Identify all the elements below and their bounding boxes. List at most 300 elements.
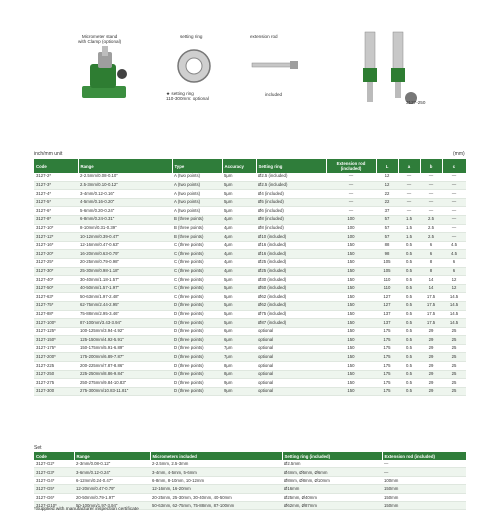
header-cell: Setting ring <box>256 159 326 173</box>
table-row <box>34 215 466 224</box>
table-cell: 150 <box>326 250 376 259</box>
code-cell: 3127-8* <box>34 215 78 224</box>
table-cell: optional <box>256 370 326 379</box>
unit-label: inch/mm unit <box>34 151 63 157</box>
table-cell: 2.5 <box>420 224 442 233</box>
table-cell: 4.5 <box>442 241 466 250</box>
header-cell: Accuracy <box>222 159 256 173</box>
table-cell: Ø10 (included) <box>256 233 326 242</box>
table-cell: 88 <box>376 241 398 250</box>
table-cell: 150 <box>326 301 376 310</box>
table-cell: C (three points) <box>172 293 222 302</box>
table-cell: Ø16 (included) <box>256 241 326 250</box>
table-cell: 110 <box>376 284 398 293</box>
table-cell: 0.5 <box>398 301 420 310</box>
table-cell: 57 <box>376 224 398 233</box>
table-cell: 14 <box>420 284 442 293</box>
code-cell: 3127-20* <box>34 250 78 259</box>
table-cell: 1.5 <box>398 224 420 233</box>
table-cell: 17.5 <box>420 319 442 328</box>
table-cell: — <box>326 207 376 216</box>
table-cell: 127 <box>376 301 398 310</box>
code-cell: 3127-175* <box>34 344 78 353</box>
header-cell: Code <box>34 159 78 173</box>
code-cell: 3127-100* <box>34 319 78 328</box>
table-cell: 20-25mm, 25-30mm, 30-40mm, 40-50mm <box>150 493 282 501</box>
table-row <box>34 284 466 293</box>
table-cell: A (two points) <box>172 173 222 181</box>
table-cell: 4μm <box>222 241 256 250</box>
table-cell: D (three points) <box>172 344 222 353</box>
table-cell: 8 <box>420 258 442 267</box>
set-label: Set <box>34 445 42 451</box>
ring-note <box>166 91 209 101</box>
table-cell: 22 <box>376 198 398 207</box>
table-cell: 150 <box>326 379 376 388</box>
stand-caption-line1: Micrometer stand <box>81 34 118 39</box>
table-cell: 175 <box>376 353 398 362</box>
table-cell: 4μm <box>222 250 256 259</box>
table-row <box>34 370 466 379</box>
code-cell: 3127-6* <box>34 207 78 216</box>
table-cell: 50-63mm/1.97-2.48" <box>78 293 172 302</box>
table-cell: Ø25 (included) <box>256 258 326 267</box>
table-cell: A (two points) <box>172 181 222 190</box>
code-cell: 3127-225 <box>34 362 78 371</box>
table-cell: 87-100mm/3.43-3.94" <box>78 319 172 328</box>
table-row <box>34 233 466 242</box>
code-cell: 3127-75* <box>34 301 78 310</box>
table-cell: 150 <box>326 387 376 396</box>
code-cell: 3127-G5* <box>34 485 74 493</box>
table-cell: 0.5 <box>398 336 420 345</box>
product-model-label: 3127-250 <box>406 100 426 105</box>
table-cell: 8μm <box>222 362 256 371</box>
table-cell: 6μm <box>222 336 256 345</box>
table-cell: Ø4 (included) <box>256 190 326 199</box>
table-cell: 50-63mm, 62-75mm, 75-88mm, 87-100mm <box>150 501 282 509</box>
table-cell: 0.5 <box>398 250 420 259</box>
table-cell: 150 <box>326 293 376 302</box>
table-cell: 2-2.5mm, 2.5-3mm <box>150 460 282 468</box>
table-cell: — <box>420 181 442 190</box>
ring-note-line1: ★ setting ring <box>166 91 194 96</box>
code-cell: 3127-125* <box>34 327 78 336</box>
table-row <box>34 336 466 345</box>
table-cell: 0.5 <box>398 353 420 362</box>
table-cell: 105 <box>376 258 398 267</box>
table-cell: — <box>442 224 466 233</box>
table-cell: Ø8mm, Ø8mm, Ø10mm <box>282 476 382 484</box>
table-cell: — <box>442 215 466 224</box>
table-cell: 150 <box>326 362 376 371</box>
header-cell: L <box>376 159 398 173</box>
table-cell: — <box>326 181 376 190</box>
table-cell: 12 <box>442 284 466 293</box>
table-cell: C (three points) <box>172 267 222 276</box>
table-row <box>34 460 466 468</box>
table-cell: 8 <box>420 267 442 276</box>
table-cell: 150 <box>326 267 376 276</box>
table-row <box>34 319 466 328</box>
table-cell: — <box>442 190 466 199</box>
micrometer-product-image <box>345 28 435 108</box>
table-cell: 150 <box>326 336 376 345</box>
table-cell: 3-4mm/0.12-0.16" <box>78 190 172 199</box>
footnote: *Supplied with manufacturer inspection certificate <box>34 507 139 512</box>
table-cell: 29 <box>420 362 442 371</box>
table-cell: 29 <box>420 387 442 396</box>
table-cell: Ø25 (included) <box>256 267 326 276</box>
table-cell: Ø30 (included) <box>256 276 326 285</box>
table-cell: 150mm <box>382 493 466 501</box>
table-cell: 175 <box>376 327 398 336</box>
table-cell: 1.5 <box>398 215 420 224</box>
table-cell: 7μm <box>222 353 256 362</box>
table-cell: — <box>382 460 466 468</box>
header-cell: Range <box>74 452 150 460</box>
table-cell: 62-75mm/2.44-2.95" <box>78 301 172 310</box>
table-cell: — <box>326 198 376 207</box>
table-cell: 100-125mm/3.94-4.92" <box>78 327 172 336</box>
code-cell: 3127-150* <box>34 336 78 345</box>
table-cell: 17.5 <box>420 310 442 319</box>
rod-note: included <box>265 92 283 97</box>
table-cell: 150 <box>326 310 376 319</box>
table-cell: 2-3mm/0.08-0.12" <box>74 460 150 468</box>
header-cell: Type <box>172 159 222 173</box>
table-cell: 25 <box>442 387 466 396</box>
table-cell: — <box>398 190 420 199</box>
table-cell: — <box>326 190 376 199</box>
table-cell: 8μm <box>222 370 256 379</box>
table-cell: 0.5 <box>398 267 420 276</box>
code-cell: 3127-50* <box>34 284 78 293</box>
table-cell: A (two points) <box>172 198 222 207</box>
table-cell: A (two points) <box>172 207 222 216</box>
table-row <box>34 267 466 276</box>
table-cell: C (three points) <box>172 258 222 267</box>
table-cell: 8-10mm/0.31-0.39" <box>78 224 172 233</box>
table-row <box>34 327 466 336</box>
table-cell: 12-16mm, 16-20mm <box>150 485 282 493</box>
table-row <box>34 181 466 190</box>
table-row <box>34 250 466 259</box>
code-cell: 3127-G6* <box>34 493 74 501</box>
table-cell: — <box>382 468 466 476</box>
table-cell: 5μm <box>222 284 256 293</box>
table-cell: 40-50mm/1.57-1.97" <box>78 284 172 293</box>
table-cell: Ø4mm, Ø5mm, Ø6mm <box>282 468 382 476</box>
table-cell: 100 <box>326 224 376 233</box>
table-cell: 5μm <box>222 198 256 207</box>
table-cell: 6-8mm, 8-10mm, 10-12mm <box>150 476 282 484</box>
table-cell: 4μm <box>222 258 256 267</box>
table-cell: optional <box>256 353 326 362</box>
table-cell: D (three points) <box>172 370 222 379</box>
table-cell: 6 <box>420 250 442 259</box>
table-row <box>34 387 466 396</box>
table-cell: 175-200mm/6.89-7.87" <box>78 353 172 362</box>
table-cell: 175 <box>376 379 398 388</box>
header-cell: a <box>398 159 420 173</box>
table-cell: 6 <box>442 267 466 276</box>
ring-caption: setting ring <box>180 34 203 39</box>
table-cell: 2-2.5mm/0.08-0.10" <box>78 173 172 181</box>
set-body <box>34 460 466 510</box>
header-cell: Extension rod (included) <box>382 452 466 460</box>
code-cell: 3127-2* <box>34 173 78 181</box>
header-cell: b <box>420 159 442 173</box>
table-cell: 9μm <box>222 387 256 396</box>
code-cell: 3127-G3* <box>34 468 74 476</box>
table-cell: 1.5 <box>398 233 420 242</box>
unit-mm-label: (mm) <box>453 151 465 157</box>
table-cell: 2.5 <box>420 215 442 224</box>
table-cell: 5μm <box>222 310 256 319</box>
table-cell: 25 <box>442 327 466 336</box>
table-cell: C (three points) <box>172 284 222 293</box>
table-cell: 100mm <box>382 476 466 484</box>
table-row <box>34 353 466 362</box>
table-cell: C (three points) <box>172 241 222 250</box>
table-cell: 20-50mm/0.79-1.97" <box>74 493 150 501</box>
table-row <box>34 190 466 199</box>
table-cell: — <box>442 233 466 242</box>
table-cell: 150-175mm/5.91-6.89" <box>78 344 172 353</box>
table-row <box>34 468 466 476</box>
code-cell: 3127-88* <box>34 310 78 319</box>
table-cell: 150mm <box>382 485 466 493</box>
table-cell: Ø8 (included) <box>256 224 326 233</box>
table-row <box>34 344 466 353</box>
table-cell: 4μm <box>222 233 256 242</box>
table-cell: — <box>398 198 420 207</box>
table-cell: 4-5mm/0.16-0.20" <box>78 198 172 207</box>
table-cell: 2.5-3mm/0.10-0.12" <box>78 181 172 190</box>
table-cell: Ø25mm, Ø40mm <box>282 493 382 501</box>
table-cell: 4μm <box>222 215 256 224</box>
table-cell: optional <box>256 379 326 388</box>
table-cell: — <box>326 173 376 181</box>
table-cell: Ø8 (included) <box>256 215 326 224</box>
micrometer-stand-image <box>76 44 136 104</box>
table-cell: Ø50 (included) <box>256 284 326 293</box>
table-cell: 100 <box>326 215 376 224</box>
table-cell: 0.5 <box>398 276 420 285</box>
table-cell: 6 <box>420 241 442 250</box>
table-cell: 30-40mm/1.18-1.57" <box>78 276 172 285</box>
table-cell: 175 <box>376 336 398 345</box>
table-cell: 14.5 <box>442 301 466 310</box>
table-cell: 110 <box>376 276 398 285</box>
table-cell: 10-12mm/0.39-0.47" <box>78 233 172 242</box>
extension-rod-image <box>250 58 300 72</box>
table-cell: — <box>442 173 466 181</box>
code-cell: 3127-12* <box>34 233 78 242</box>
table-cell: 175 <box>376 370 398 379</box>
table-cell: 0.5 <box>398 241 420 250</box>
table-cell: 22 <box>376 190 398 199</box>
table-cell: — <box>442 181 466 190</box>
table-row <box>34 258 466 267</box>
table-cell: Ø2.5 (included) <box>256 173 326 181</box>
table-cell: Ø87 (included) <box>256 319 326 328</box>
table-cell: 5μm <box>222 173 256 181</box>
table-cell: — <box>420 198 442 207</box>
table-cell: Ø62 (included) <box>256 301 326 310</box>
table-row <box>34 241 466 250</box>
table-cell: 150mm <box>382 501 466 509</box>
table-cell: 2.5 <box>420 233 442 242</box>
code-cell: 3127-250 <box>34 370 78 379</box>
code-cell: 3127-40* <box>34 276 78 285</box>
table-cell: 25-30mm/0.98-1.18" <box>78 267 172 276</box>
table-cell: 0.5 <box>398 327 420 336</box>
table-cell: 125-150mm/4.92-5.91" <box>78 336 172 345</box>
table-row <box>34 293 466 302</box>
table-cell: — <box>420 207 442 216</box>
table-cell: Ø2.5mm <box>282 460 382 468</box>
setting-ring-image <box>176 48 212 84</box>
table-cell: Ø5 (included) <box>256 198 326 207</box>
table-cell: 5-6mm/0.20-0.24" <box>78 207 172 216</box>
table-cell: — <box>398 181 420 190</box>
table-cell: 275-300mm/10.83-11.81" <box>78 387 172 396</box>
table-cell: 5μm <box>222 293 256 302</box>
table-cell: B (three points) <box>172 233 222 242</box>
table-cell: 5μm <box>222 181 256 190</box>
code-cell: 3127-5* <box>34 198 78 207</box>
table-cell: 0.5 <box>398 258 420 267</box>
table-row <box>34 485 466 493</box>
table-cell: 0.5 <box>398 387 420 396</box>
table-cell: 12 <box>376 181 398 190</box>
table-cell: 0.5 <box>398 284 420 293</box>
table-cell: 0.5 <box>398 370 420 379</box>
table-cell: 16-20mm/0.63-0.79" <box>78 250 172 259</box>
table-cell: D (three points) <box>172 353 222 362</box>
code-cell: 3127-25* <box>34 258 78 267</box>
table-cell: 12 <box>376 173 398 181</box>
table-cell: optional <box>256 362 326 371</box>
table-cell: 25 <box>442 362 466 371</box>
table-cell: D (three points) <box>172 310 222 319</box>
table-cell: 3-6mm/0.12-0.24" <box>74 468 150 476</box>
table-cell: 150 <box>326 319 376 328</box>
table-cell: D (three points) <box>172 379 222 388</box>
table-cell: 75-88mm/2.95-3.46" <box>78 310 172 319</box>
spec-header-row <box>34 159 466 173</box>
table-cell: — <box>420 173 442 181</box>
table-cell: 98 <box>376 250 398 259</box>
table-cell: 100 <box>326 233 376 242</box>
spec-body <box>34 173 466 396</box>
table-cell: — <box>420 190 442 199</box>
table-cell: 150 <box>326 327 376 336</box>
table-cell: optional <box>256 387 326 396</box>
table-cell: Ø75 (included) <box>256 310 326 319</box>
table-cell: 150 <box>326 258 376 267</box>
table-cell: 175 <box>376 362 398 371</box>
table-cell: 150 <box>326 284 376 293</box>
table-cell: 25 <box>442 379 466 388</box>
table-cell: 5μm <box>222 319 256 328</box>
table-cell: Ø16 (included) <box>256 250 326 259</box>
table-cell: D (three points) <box>172 387 222 396</box>
table-cell: 5μm <box>222 301 256 310</box>
table-row <box>34 198 466 207</box>
table-cell: Ø2.5 (included) <box>256 181 326 190</box>
header-cell: Code <box>34 452 74 460</box>
rod-caption: extension rod <box>250 34 278 39</box>
table-cell: A (two points) <box>172 190 222 199</box>
header-cell: Extension rod (included) <box>326 159 376 173</box>
table-cell: 4μm <box>222 224 256 233</box>
table-cell: — <box>398 207 420 216</box>
table-cell: B (three points) <box>172 215 222 224</box>
table-cell: 9μm <box>222 379 256 388</box>
table-cell: 150 <box>326 276 376 285</box>
table-row <box>34 476 466 484</box>
table-cell: C (three points) <box>172 250 222 259</box>
table-cell: 6-12mm/0.24-0.47" <box>74 476 150 484</box>
table-cell: 25 <box>442 353 466 362</box>
code-cell: 3127-275 <box>34 379 78 388</box>
table-cell: Ø62mm, Ø87mm <box>282 501 382 509</box>
table-cell: 12 <box>442 276 466 285</box>
table-cell: B (three points) <box>172 224 222 233</box>
table-cell: 150 <box>326 353 376 362</box>
code-cell: 3127-4* <box>34 190 78 199</box>
table-row <box>34 276 466 285</box>
table-cell: 225-250mm/8.86-9.84" <box>78 370 172 379</box>
table-cell: 3-4mm, 4-5mm, 5-6mm <box>150 468 282 476</box>
table-cell: optional <box>256 336 326 345</box>
table-cell: 5μm <box>222 276 256 285</box>
table-cell: 175 <box>376 387 398 396</box>
table-cell: 29 <box>420 379 442 388</box>
table-cell: 50-100mm/1.97-3.94" <box>74 501 150 509</box>
table-cell: 12-20mm/0.47-0.79" <box>74 485 150 493</box>
code-cell: 3127-3* <box>34 181 78 190</box>
table-row <box>34 493 466 501</box>
header-cell: Micrometers included <box>150 452 282 460</box>
header-cell: c <box>442 159 466 173</box>
table-cell: 14 <box>420 276 442 285</box>
table-row <box>34 173 466 181</box>
spec-table <box>34 159 467 396</box>
table-cell: Ø62 (included) <box>256 293 326 302</box>
table-cell: 200-225mm/7.87-8.86" <box>78 362 172 371</box>
table-cell: D (three points) <box>172 319 222 328</box>
table-cell: D (three points) <box>172 327 222 336</box>
header-cell: Range <box>78 159 172 173</box>
table-row <box>34 301 466 310</box>
table-cell: 14.5 <box>442 319 466 328</box>
table-cell: 29 <box>420 344 442 353</box>
table-cell: 12-16mm/0.47-0.63" <box>78 241 172 250</box>
table-cell: 17.5 <box>420 293 442 302</box>
code-cell: 3127-30* <box>34 267 78 276</box>
code-cell: 3127-300 <box>34 387 78 396</box>
code-cell: 3127-G4* <box>34 476 74 484</box>
table-cell: D (three points) <box>172 362 222 371</box>
code-cell: 3127-200* <box>34 353 78 362</box>
code-cell: 3127-10* <box>34 224 78 233</box>
table-cell: 57 <box>376 233 398 242</box>
table-cell: Ø16mm <box>282 485 382 493</box>
